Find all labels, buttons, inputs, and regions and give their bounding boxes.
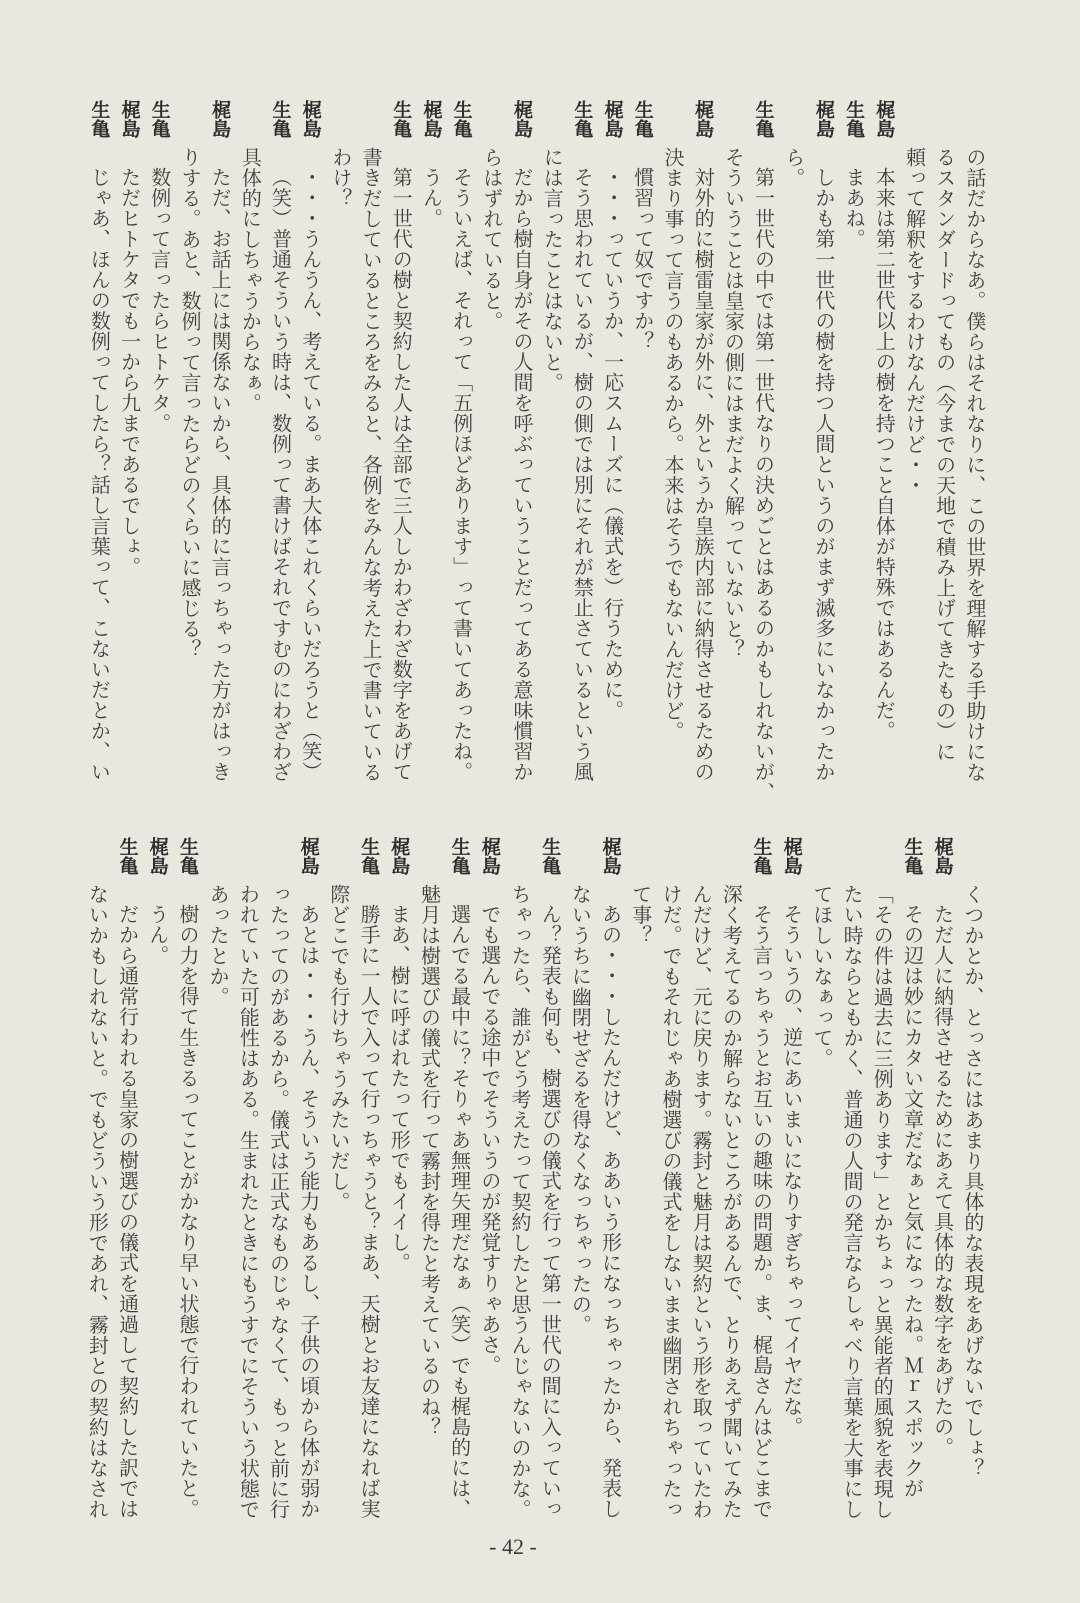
- speaker-label: 梶島: [599, 837, 622, 875]
- speaker-label: 生亀: [450, 100, 473, 138]
- dialogue-line: [475, 837, 505, 1537]
- dialogue-line: [205, 100, 235, 800]
- line-text: ん？発表も何も、樹選びの儀式を行って第一世代の間に入っていっ: [538, 904, 563, 1519]
- speaker-label: 梶島: [873, 100, 896, 138]
- dialogue-line: [266, 100, 296, 800]
- speaker-label: 梶島: [297, 837, 320, 875]
- speaker-label: 生亀: [539, 837, 562, 875]
- dialogue-line: [869, 100, 899, 800]
- continuation-line: [958, 837, 988, 1537]
- line-text: の話だからなあ。僕らはそれなりに、この世界を理解する手助けにな: [962, 147, 987, 783]
- line-text: われていた可能性はある。生まれたときにもうすでにそういう状態で: [236, 884, 261, 1520]
- line-text: 数例って言ったらヒトケタ。: [147, 167, 172, 434]
- dialogue-line: [809, 100, 839, 800]
- dialogue-line: [294, 837, 324, 1537]
- continuation-line: [235, 100, 265, 800]
- dialogue-line: [416, 100, 446, 800]
- line-text: そう思われているが、樹の側では別にそれが禁止さているという風: [570, 167, 595, 782]
- dialogue-line: [173, 837, 203, 1537]
- line-text: そういうことは皇家の側にはまだよく解っていないと？: [721, 147, 746, 660]
- line-text: ら。: [781, 147, 806, 188]
- continuation-line: [716, 837, 746, 1537]
- speaker-label: 梶島: [420, 100, 443, 138]
- speaker-label: 生亀: [571, 100, 594, 138]
- speaker-label: 梶島: [209, 100, 232, 138]
- line-text: 頼って解釈をするわけなんだけど・・: [902, 147, 927, 496]
- continuation-line: [505, 837, 535, 1537]
- line-text: 第一世代の中では第一世代なりの決めごとはあるのかもしれないが、: [751, 167, 776, 803]
- line-text: 勝手に一人で入って行っちゃうと？まあ、天樹とお友達になれば実: [357, 904, 382, 1519]
- speaker-label: 生亀: [843, 100, 866, 138]
- continuation-line: [233, 837, 263, 1537]
- line-text: うん。: [145, 904, 170, 966]
- continuation-line: [686, 837, 716, 1537]
- speaker-label: 生亀: [752, 100, 775, 138]
- speaker-label: 梶島: [601, 100, 624, 138]
- line-text: そう言っちゃうとお互いの趣味の問題か。ま、梶島さんはどこまで: [749, 904, 774, 1519]
- line-text: たい時ならともかく、普通の人間の発言ならしゃべり言葉を大事にし: [840, 884, 865, 1520]
- line-text: 対外的に樹雷皇家が外に、外というか皇族内部に納得させるための: [691, 167, 716, 782]
- line-text: わけ？: [328, 147, 353, 209]
- speaker-label: 生亀: [148, 100, 171, 138]
- line-text: まあね。: [842, 167, 867, 249]
- speaker-label: 梶島: [388, 837, 411, 875]
- speaker-label: 梶島: [146, 837, 169, 875]
- line-text: その辺は妙にカタい文章だなぁと気になったね。Ｍｒスポックが: [900, 904, 925, 1499]
- dialogue-line: [535, 837, 565, 1537]
- dialogue-line: [115, 100, 145, 800]
- continuation-line: [203, 837, 233, 1537]
- line-text: あったとか。: [206, 884, 231, 1007]
- speaker-label: 梶島: [478, 837, 501, 875]
- continuation-line: [82, 837, 112, 1537]
- line-text: 本来は第二世代以上の樹を持つこと自体が特殊ではあるんだ。: [872, 167, 897, 741]
- continuation-line: [626, 837, 656, 1537]
- line-text: 際どこでも行けちゃうみたいだし。: [326, 884, 351, 1212]
- line-text: んだけど、元に戻ります。霧封と魅月は契約という形を取っていたわ: [689, 884, 714, 1520]
- line-text: ないかもしれないと。でもどういう形であれ、霧封との契約はなされ: [85, 884, 110, 1520]
- line-text: そういうの、逆にあいまいになりすぎちゃってイヤだな。: [779, 904, 804, 1437]
- line-text: りする。あと、数例って言ったらどのくらいに感じる？: [177, 147, 202, 660]
- line-text: らはずれていると。: [479, 147, 504, 332]
- line-text: 決まり事って言うのもあるから。本来はそうでもないんだけど。: [660, 147, 685, 742]
- dialogue-line: [628, 100, 658, 800]
- dialogue-line: [145, 100, 175, 800]
- dialogue-line: [567, 100, 597, 800]
- line-text: 具体的にしちゃうからなぁ。: [238, 147, 263, 414]
- speaker-label: 梶島: [511, 100, 533, 138]
- line-text: あの・・・したんだけど、ああいう形になっちゃったから、発表し: [598, 904, 623, 1519]
- speaker-label: 生亀: [631, 100, 654, 138]
- line-text: まあ、樹に呼ばれたって形でもイイし。: [387, 904, 412, 1273]
- line-text: 魅月は樹選びの儀式を行って霧封を得たと考えているのね？: [417, 884, 442, 1438]
- page-number: - 42 -: [489, 1534, 537, 1559]
- speaker-label: 梶島: [931, 837, 954, 875]
- line-text: でも選んでる途中でそういうのが発覚すりゃあさ。: [477, 904, 502, 1376]
- line-text: そういえば、それって「五例ほどあります」って書いてあったね。: [449, 167, 474, 782]
- line-text: けだ。でもそれじゃあ樹選びの儀式をしないまま幽閉されちゃったっ: [658, 884, 683, 1520]
- line-text: ただ人に納得させるためにあえて具体的な数字をあげたの。: [930, 904, 955, 1458]
- line-text: ・・・っていうか、一応スムーズに（儀式を）行うために。: [600, 167, 625, 721]
- dialogue-line: [143, 837, 173, 1537]
- line-text: ないうちに幽閉せざるを得なくなっちゃったの。: [568, 884, 593, 1335]
- line-text: だから樹自身がその人間を呼ぶっていうことだってある意味慣習か: [510, 167, 534, 782]
- dialogue-line: [749, 100, 779, 803]
- dialogue-line: [354, 837, 384, 1537]
- dialogue-line: [296, 100, 326, 800]
- line-text: （笑）普通そういう時は、数例って書けばそれですむのにわざわざ: [268, 167, 293, 782]
- continuation-line: [656, 837, 686, 1537]
- speaker-label: 梶島: [812, 100, 835, 138]
- dialogue-line: [386, 100, 416, 800]
- continuation-line: [264, 837, 294, 1537]
- continuation-line: [175, 100, 205, 800]
- line-text: 「その件は過去に三例あります」とかちょっと異能者的風貌を表現し: [870, 884, 895, 1520]
- continuation-line: [324, 837, 354, 1537]
- dialogue-line: [777, 837, 807, 1537]
- dialogue-line: [596, 837, 626, 1537]
- continuation-line: [867, 837, 897, 1537]
- line-text: てほしいなぁって。: [809, 884, 834, 1069]
- continuation-line: [718, 100, 748, 800]
- continuation-line: [658, 100, 688, 800]
- line-text: ったってのがあるから。儀式は正式なものじゃなくて、もっと前に行: [266, 884, 291, 1520]
- bottom-text-block: [82, 837, 988, 1537]
- line-text: て事？: [628, 884, 653, 946]
- speaker-label: 梶島: [118, 100, 141, 138]
- speaker-label: 生亀: [269, 100, 292, 138]
- line-text: 深く考えてるのか解らないところがあるんで、とりあえず聞いてみた: [719, 884, 744, 1520]
- continuation-line: [477, 100, 507, 800]
- line-text: るスタンダードってもの（今までの天地で積み上げてきたもの）に: [932, 147, 957, 762]
- continuation-line: [779, 100, 809, 800]
- dialogue-line: [384, 837, 414, 1537]
- line-text: 第一世代の樹と契約した人は全部で三人しかわざわざ数字をあげて: [389, 167, 414, 782]
- speaker-label: 梶島: [299, 100, 322, 138]
- continuation-line: [899, 100, 929, 800]
- speaker-label: 生亀: [176, 837, 199, 875]
- continuation-line: [930, 100, 960, 800]
- speaker-label: 生亀: [390, 100, 413, 138]
- line-text: だから通常行われる皇家の樹選びの儀式を通過して契約した訳では: [115, 904, 140, 1519]
- continuation-line: [837, 837, 867, 1537]
- line-text: 慣習って奴ですか？: [630, 167, 655, 352]
- speaker-label: 生亀: [901, 837, 924, 875]
- line-text: には言ったことはないと。: [540, 147, 565, 393]
- dialogue-line: [747, 837, 777, 1537]
- speaker-label: 生亀: [750, 837, 773, 875]
- continuation-line: [356, 100, 386, 800]
- dialogue-line: [598, 100, 628, 800]
- line-text: ただヒトケタでも一から九まであるでしょ。: [117, 167, 142, 577]
- dialogue-line: [113, 837, 143, 1537]
- dialogue-line: [447, 100, 477, 800]
- continuation-line: [807, 837, 837, 1537]
- line-text: 樹の力を得て生きるってことがかなり早い状態で行われていたと。: [175, 904, 200, 1519]
- speaker-label: 梶島: [780, 837, 803, 875]
- line-text: じゃあ、ほんの数例ってしたら？話し言葉って、こないだとか、い: [87, 167, 112, 782]
- speaker-label: 生亀: [116, 837, 139, 875]
- dialogue-line: [928, 837, 958, 1537]
- dialogue-line: [445, 837, 475, 1537]
- continuation-line: [537, 100, 567, 800]
- dialogue-line: [688, 100, 718, 800]
- dialogue-line: [897, 837, 927, 1537]
- speaker-label: 生亀: [358, 837, 381, 875]
- line-text: ただ、お話上には関係ないから、具体的に言っちゃった方がはっき: [208, 167, 233, 782]
- line-text: しかも第一世代の樹を持つ人間というのがまず滅多にいなかったか: [811, 167, 836, 782]
- line-text: ちゃったら、誰がどう考えたって契約したと思うんじゃないのかな。: [508, 884, 532, 1520]
- continuation-line: [960, 100, 990, 800]
- dialogue-line: [84, 100, 114, 800]
- continuation-line: [565, 837, 595, 1537]
- speaker-label: 生亀: [88, 100, 111, 138]
- top-text-block: [84, 100, 990, 803]
- continuation-line: [326, 100, 356, 800]
- dialogue-line: [507, 100, 537, 800]
- line-text: 書きだしているところをみると、各例をみんな考えた上で書いている: [359, 147, 384, 783]
- line-text: ・・・うんうん、考えている。まあ大体これくらいだろうと（笑）: [298, 167, 323, 782]
- continuation-line: [414, 837, 444, 1537]
- line-text: くつかとか、とっさにはあまり具体的な表現をあげないでしょ？: [960, 884, 985, 1479]
- speaker-label: 生亀: [448, 837, 471, 875]
- speaker-label: 梶島: [692, 100, 715, 138]
- dialogue-line: [839, 100, 869, 800]
- line-text: あとは・・・うん、そういう能力もあるし、子供の頃から体が弱か: [296, 904, 321, 1519]
- line-text: うん。: [419, 167, 444, 229]
- line-text: 選んでる最中に？そりゃあ無理矢理だなぁ（笑）でも梶島的には、: [447, 904, 472, 1519]
